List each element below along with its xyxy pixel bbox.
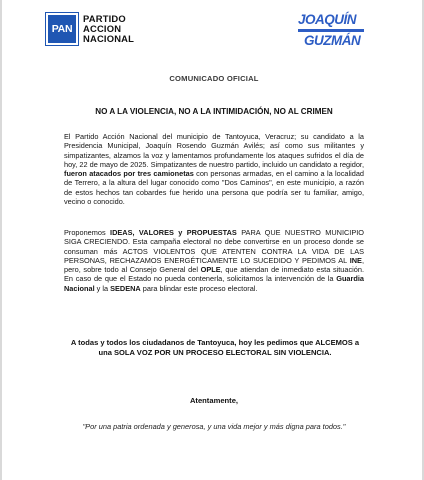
motto: "Por una patria ordenada y generosa, y una vida mejor y más digna para todos." (82, 422, 346, 431)
paragraph-1 (64, 132, 364, 206)
p2-text-d: , que atiendan de inmediato esta situación. En caso de que el Estado no pueda contenerla, solicitamos la intervención de la (64, 265, 364, 284)
p2-text-b: PARA QUE NUESTRO MUNICIPIO SIGA CRECIENDO. Esta campaña electoral no debe convertirse en un proceso donde se consuman más ACTOS VIOLENTOS QUE ATENTEN CONTRA LA VIDA DE LAS PERSONAS, RECHAZAMOS ENERGÉTICAMENTE LO SUCEDIDO Y PEDIMOS AL (64, 228, 364, 265)
document-title: COMUNICADO OFICIAL (169, 74, 259, 83)
pan-wordmark (83, 14, 134, 44)
candidate-logo-bar (298, 29, 364, 32)
p1-bold-a: fueron atacados por tres camionetas (64, 169, 194, 179)
p2-bold-c: OPLE (200, 265, 221, 275)
p2-bold-d: Guardia Nacional (64, 274, 364, 293)
candidate-logo (298, 12, 366, 58)
p2-text-e: y la (94, 283, 111, 293)
p2-bold-a: IDEAS, VALORES y PROPUESTAS (110, 228, 237, 237)
pan-emblem (46, 13, 78, 45)
paragraph-2 (64, 228, 364, 293)
p2-bold-e: SEDENA (110, 283, 141, 293)
closing: Atentamente, (189, 396, 239, 405)
pan-line-2: ACCION (83, 23, 122, 34)
pan-line-3: NACIONAL (83, 33, 135, 44)
candidate-last-name: GUZMÁN (304, 33, 361, 48)
pan-emblem-text: PAN (51, 23, 73, 35)
candidate-first-name: JOAQUÍN (298, 12, 357, 27)
call-to-action: A todas y todos los ciudadanos de Tantoyuca, hoy les pedimos que ALCEMOS a una SOLA VOZ POR UN PROCESO ELECTORAL SIN VIOLENCIA. (70, 338, 360, 357)
p1-text-a: El Partido Acción Nacional del municipio de Tantoyuca, Veracruz; su candidato a la Presidencia Municipal, Joaquín Rosendo Guzmán Avilés; así como sus militantes y simpatizantes, alzamos la voz y lamentamos profundamente los ataques sufridos el día de hoy, 22 de mayo de 2025. Simpatizantes de nuestro partido, incluido un candidato a regidor, (64, 132, 364, 169)
pan-line-1: PARTIDO (83, 13, 126, 24)
pan-logo (46, 13, 134, 45)
p1-text-b: con personas armadas, en el camino a la localidad de Terrero, a la altura del lugar conocido como "Dos Caminos", en este municipio, a razón de estos hechos tan cobardes fue herido una persona que podría ser tu familiar, amigo, vecino o conocido. (64, 169, 364, 207)
p2-bold-b: INE (349, 255, 362, 265)
p2-text-c: , pero, sobre todo al Consejo General del (64, 255, 364, 275)
p2-text-f: para blindar este proceso electoral. (140, 283, 258, 293)
p2-text-a: Proponemos (64, 228, 111, 237)
headline: NO A LA VIOLENCIA, NO A LA INTIMIDACIÓN, NO AL CRIMEN (95, 107, 333, 116)
